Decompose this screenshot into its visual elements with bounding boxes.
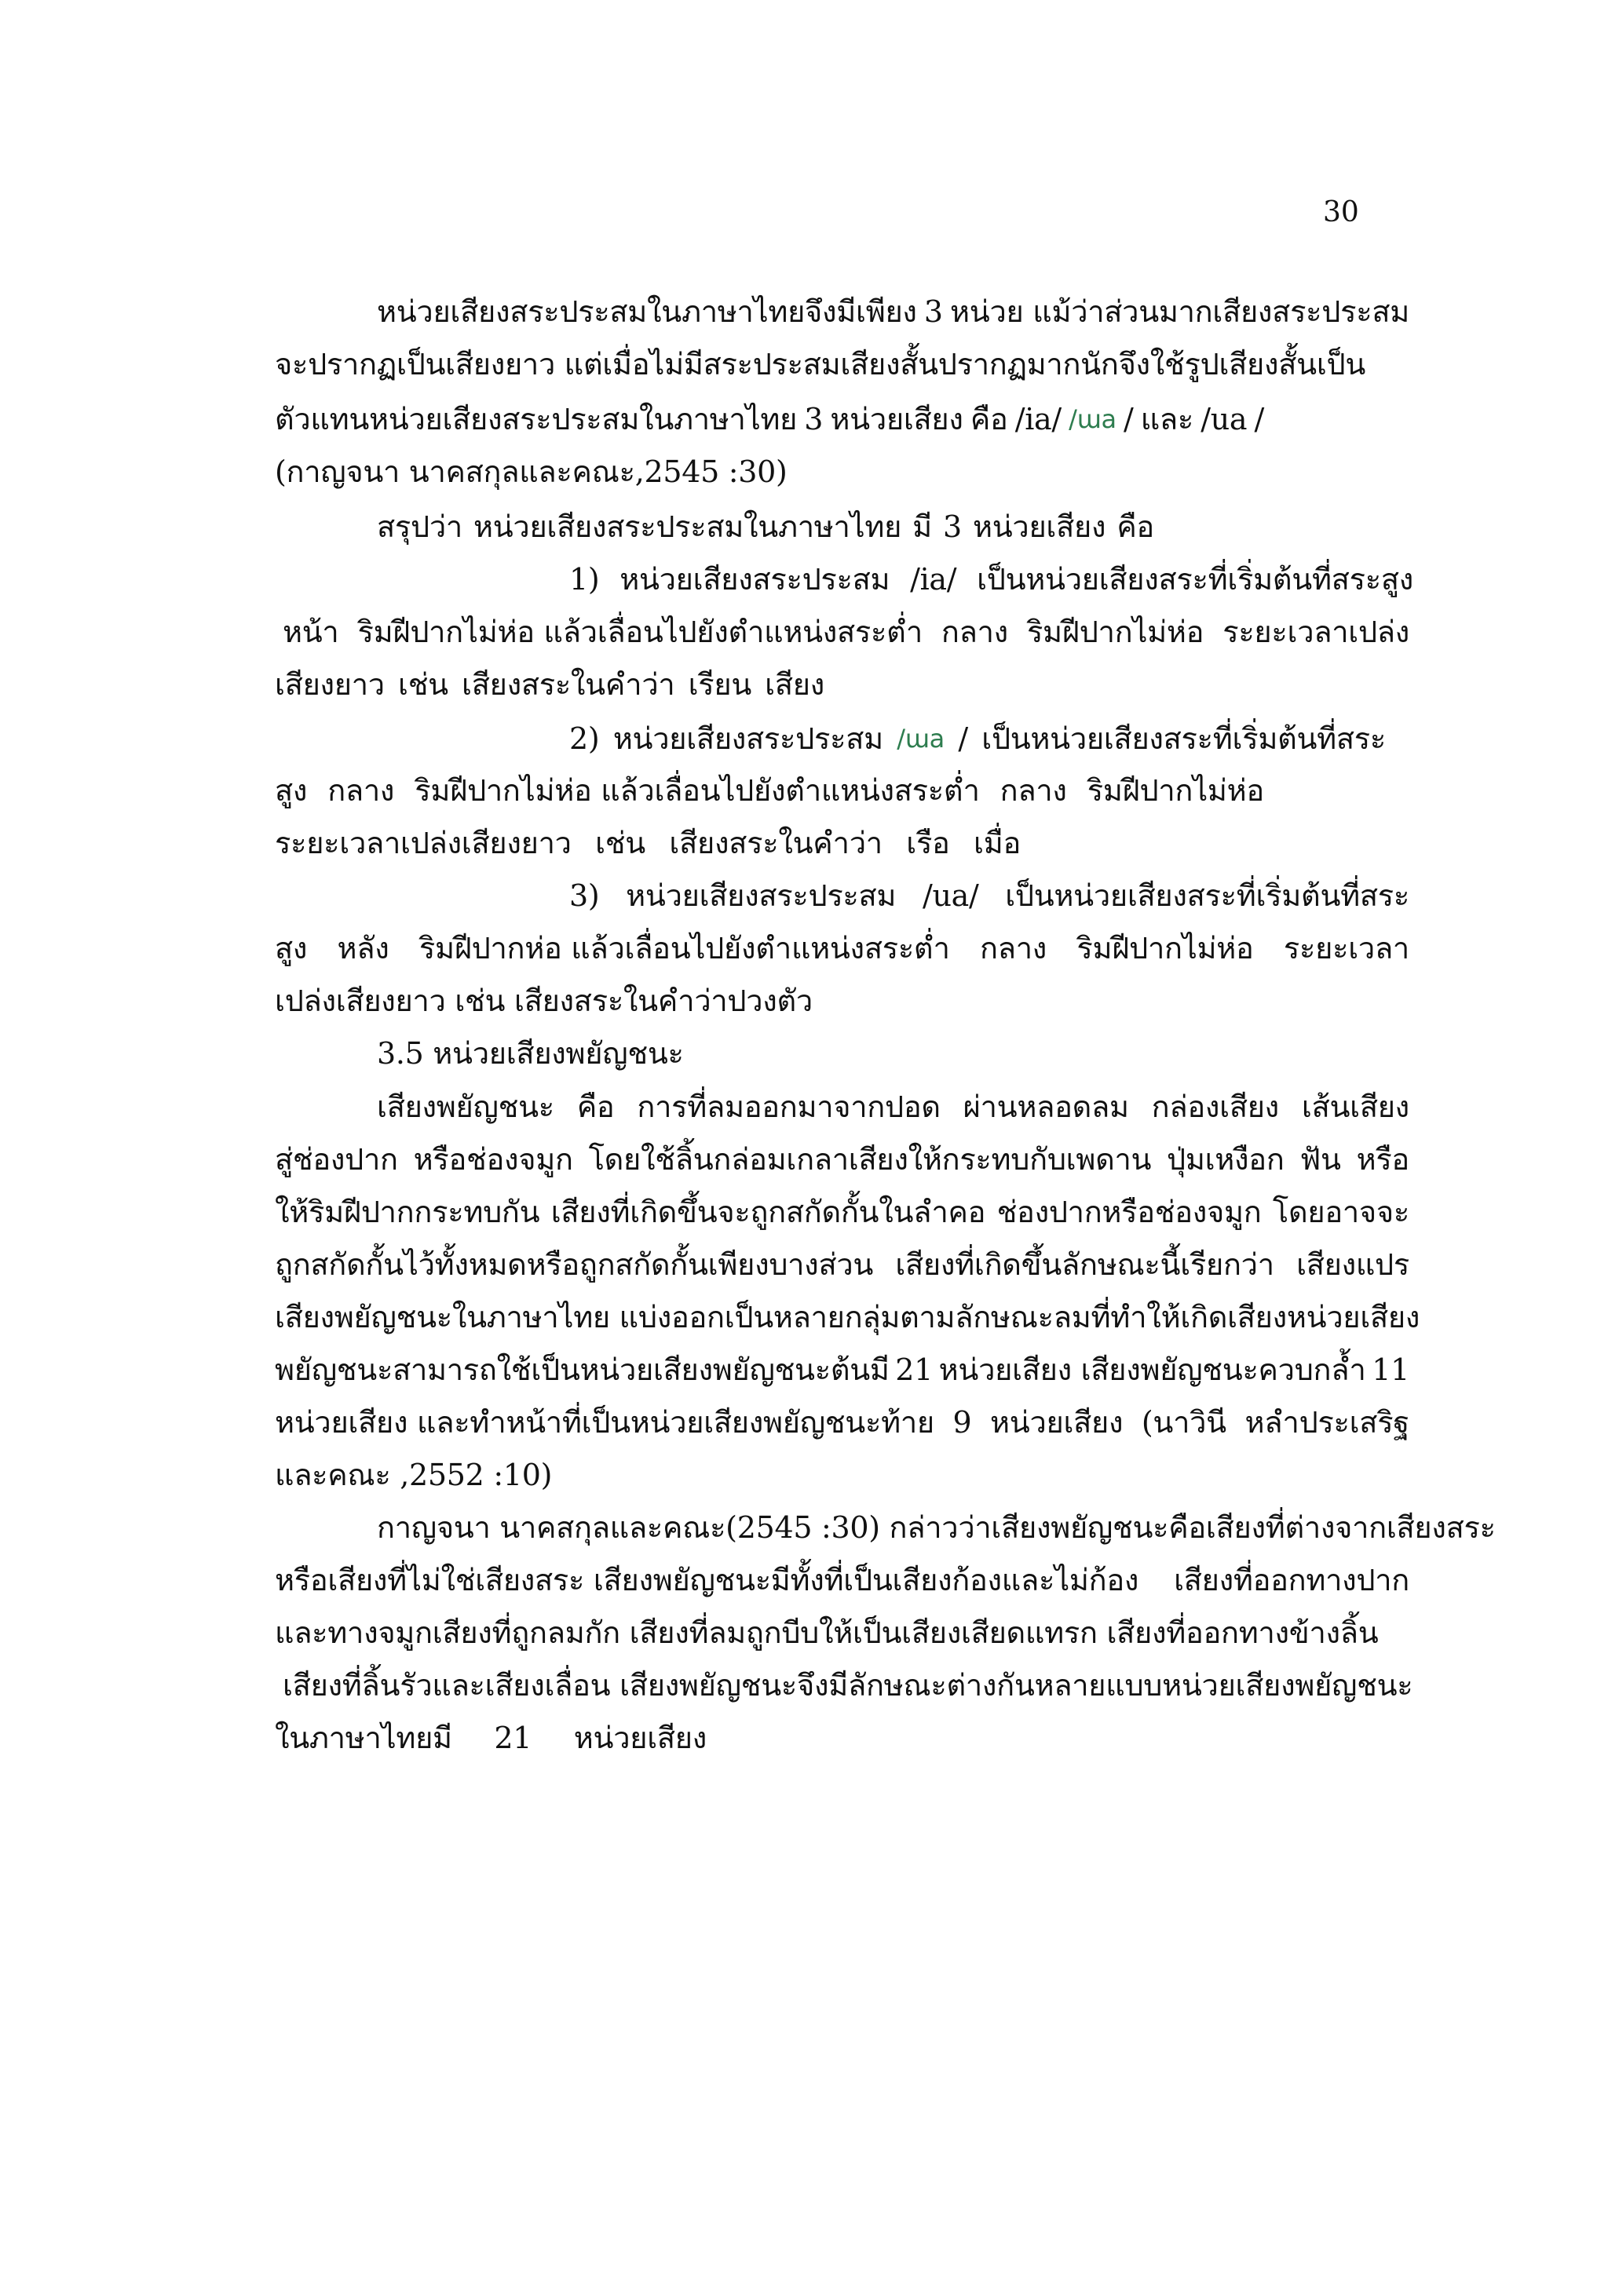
text-segment: เสียงพยัญชนะ [377, 1090, 554, 1124]
text-line [275, 768, 1264, 813]
text-line [275, 396, 1264, 442]
text-segment: เสียงแปร [1296, 1247, 1409, 1282]
text-segment: หลำประเสริฐ [1244, 1405, 1409, 1440]
text-segment: พยัญชนะสามารถใช้เป็นหน่วยเสียงพยัญชนะต้นมี [275, 1352, 890, 1387]
text-segment: /ua [1201, 402, 1248, 436]
text-line [275, 1557, 1409, 1603]
text-segment: กลาง [941, 615, 1008, 649]
text-segment: หรือ [1356, 1142, 1409, 1177]
text-segment: กลาง [327, 773, 395, 808]
text-segment: เสียงที่เกิดขึ้นจะถูกสกัดกั้นในลำคอ [550, 1195, 986, 1229]
text-segment: ริมฝีปากไม่ห่อ แล้วเลื่อนไปยังตำแหน่งสระต่ำ [415, 773, 980, 808]
text-segment: เช่น [595, 826, 645, 860]
text-segment: หน่วยเสียงสระประสม [626, 878, 897, 913]
text-segment: คือ [576, 1090, 615, 1124]
text-segment: กาญจนา นาคสกุลและคณะ(2545 :30) กล่าวว่าเสียงพยัญชนะคือเสียงที่ต่างจากเสียงสระ [377, 1510, 1496, 1545]
text-segment: เช่น [398, 667, 448, 702]
text-segment: ปวง [727, 984, 777, 1018]
text-segment: 3 [923, 294, 943, 329]
text-segment: หน่วยเสียง [830, 402, 963, 436]
text-segment: /ua/ [922, 878, 979, 913]
text-segment: ริมฝีปากไม่ห่อ [1087, 773, 1264, 808]
page-number: 30 [1323, 196, 1359, 228]
text-segment: หน่วยเสียงพยัญชนะ [1162, 1668, 1413, 1703]
text-segment: ระยะเวลาเปล่งเสียงยาว [275, 826, 572, 860]
text-segment: 21 [895, 1352, 934, 1387]
text-segment: ระยะเวลา [1283, 931, 1409, 965]
text-segment: เรียน [688, 667, 752, 702]
text-line [283, 609, 1409, 655]
text-segment: และคณะ ,2552 :10) [275, 1458, 553, 1492]
text-segment: หรือเสียงที่ไม่ใช่เสียงสระ เสียงพยัญชนะมีทั้งที่เป็นเสียงก้องและไม่ก้อง [275, 1563, 1139, 1597]
text-segment: ระยะเวลาเปล่ง [1222, 615, 1409, 649]
text-segment: 3) [569, 878, 600, 913]
text-segment: หน้า [283, 615, 339, 649]
text-segment: เป็นหน่วยเสียงสระที่เริ่มต้นที่สระสูง [977, 562, 1413, 597]
text-segment: โดยใช้ลิ้นกล่อมเกลาเสียงให้กระทบกับเพดาน [588, 1142, 1152, 1177]
text-line [275, 1610, 1379, 1655]
text-segment: / [1123, 402, 1134, 436]
text-line [275, 1452, 667, 1498]
text-segment: หลัง [337, 931, 389, 965]
text-line [569, 557, 1413, 602]
text-segment: มี [912, 509, 932, 544]
text-segment: และเสียงเลื่อน เสียงพยัญชนะจึงมีลักษณะต่างกันหลายแบบ [432, 1668, 1163, 1703]
text-segment: ตัวแทนหน่วยเสียงสระประสมในภาษาไทย [275, 402, 798, 436]
text-segment: เรือ [906, 826, 950, 860]
text-line [275, 341, 1366, 387]
text-line [377, 1505, 1496, 1550]
text-segment: เสียงสระในคำว่า [462, 667, 675, 702]
text-segment: สู่ช่องปาก [275, 1142, 398, 1177]
text-segment: ฟัน [1299, 1142, 1341, 1177]
text-segment: เสียงที่เกิดขึ้นลักษณะนี้เรียกว่า [895, 1247, 1274, 1282]
text-segment: หน่วยเสียง [972, 509, 1106, 544]
text-segment: สรุปว่า [377, 509, 462, 544]
text-line [275, 662, 824, 707]
text-segment: ถูกสกัดกั้นไว้ทั้งหมดหรือถูกสกัดกั้นเพียงบางส่วน [275, 1247, 874, 1282]
text-line [275, 1294, 1420, 1340]
text-segment: ผ่านหลอดลม [963, 1090, 1129, 1124]
text-segment: ริมฝีปากไม่ห่อ [1076, 931, 1254, 965]
text-segment: หน่วยเสียง [573, 1721, 707, 1755]
text-segment: การที่ลมออกมาจากปอด [637, 1090, 941, 1124]
text-segment: จะปรากฏเป็นเสียงยาว แต่เมื่อไม่มีสระประสมเสียงสั้นปรากฏมากนัก [275, 347, 1119, 381]
text-segment: กลาง [1000, 773, 1067, 808]
text-segment: และทางจมูกเสียงที่ถูกลมกัก เสียงที่ลมถูกบีบให้เป็นเสียงเสียดแทรก เสียงที่ออกทางข้างลิ้น [275, 1615, 1379, 1650]
text-segment: หน่วยเสียง และทำหน้าที่เป็นหน่วยเสียงพยัญชนะท้าย [275, 1405, 934, 1440]
text-segment: เสียงยาว [275, 667, 385, 702]
text-segment: เสียงที่ลิ้นรัว [283, 1668, 433, 1703]
text-segment: เป็นหน่วยเสียงสระที่เริ่มต้นที่สระ [1005, 878, 1409, 913]
text-segment: 3 [804, 402, 824, 436]
text-segment: เสียงที่ออกทางปาก [1174, 1563, 1409, 1597]
text-segment: 2) [569, 721, 600, 756]
text-segment: เปล่งเสียงยาว เช่น เสียงสระในคำว่า [275, 984, 728, 1018]
text-line [275, 1137, 1409, 1182]
text-segment: กลาง [980, 931, 1047, 965]
text-segment: 3 [943, 509, 962, 544]
text-segment: หน่วยเสียง [1286, 1300, 1420, 1334]
text-line [569, 716, 1386, 761]
text-segment: 21 [494, 1721, 532, 1755]
text-segment: จึงใช้รูปเสียงสั้นเป็น [1118, 347, 1366, 381]
text-segment: ในภาษาไทยมี [275, 1721, 452, 1755]
text-line [275, 978, 813, 1024]
text-line [569, 873, 1409, 918]
text-segment: 9 [952, 1405, 972, 1440]
text-segment: สูง [275, 773, 308, 808]
text-line [377, 504, 1154, 549]
text-segment: และ [1140, 402, 1193, 436]
text-segment: ริมฝีปากไม่ห่อ [1026, 615, 1204, 649]
text-segment: หน่วยเสียง เสียงพยัญชนะควบกล้ำ [938, 1352, 1366, 1387]
text-segment: ตัว [777, 984, 813, 1018]
text-line [283, 1663, 1413, 1708]
text-segment: สูง [275, 931, 308, 965]
text-segment: หน่วยเสียง [990, 1405, 1124, 1440]
text-line [377, 289, 1409, 334]
text-segment: 1) [569, 562, 600, 597]
text-segment: / [958, 721, 968, 756]
text-segment: คือ [970, 402, 1008, 436]
text-segment: เสียงสระในคำว่า [669, 826, 883, 860]
text-segment: เมื่อ [974, 826, 1021, 860]
text-segment: หน่วยเสียงสระประสม [612, 721, 883, 756]
text-segment: หน่วย แม้ว่าส่วนมากเสียงสระประสม [950, 294, 1409, 329]
text-segment: เสียงพยัญชนะในภาษาไทย แบ่งออกเป็นหลายกลุ่มตามลักษณะลมที่ทำให้เกิดเสียง [275, 1300, 1287, 1334]
text-segment: ปุ่มเหงือก [1167, 1142, 1285, 1177]
text-segment: คือ [1116, 509, 1154, 544]
text-segment: เสียง [765, 667, 824, 702]
text-segment: /ɯa [897, 724, 945, 754]
text-segment: เป็นหน่วยเสียงสระที่เริ่มต้นที่สระ [981, 721, 1386, 756]
text-line [275, 1715, 707, 1761]
text-segment: หน่วยเสียงสระประสมในภาษาไทยจึงมีเพียง [377, 294, 917, 329]
text-line [275, 1347, 1409, 1393]
text-segment: (กาญจนา นาคสกุลและคณะ,2545 :30) [275, 454, 788, 489]
text-segment: เส้นเสียง [1301, 1090, 1409, 1124]
text-line [275, 1242, 1409, 1287]
text-line [377, 1031, 769, 1076]
text-segment: ให้ริมฝีปากกระทบกัน [275, 1195, 540, 1229]
text-segment: ช่องปากหรือช่องจมูก [996, 1195, 1262, 1229]
text-line [275, 925, 1409, 971]
text-segment: (นาวินี [1141, 1405, 1226, 1440]
text-segment: 11 [1372, 1352, 1409, 1387]
text-segment: /ia/ [1014, 402, 1062, 436]
text-segment: กล่องเสียง [1151, 1090, 1279, 1124]
text-line [275, 1400, 1409, 1445]
text-segment: /ɯa [1069, 404, 1116, 434]
text-segment: หรือช่องจมูก [413, 1142, 573, 1177]
text-segment: หน่วยเสียงสระประสมในภาษาไทย [473, 509, 902, 544]
text-segment: ริมฝีปากห่อ แล้วเลื่อนไปยังตำแหน่งสระต่ำ [418, 931, 950, 965]
text-line [275, 1189, 1409, 1235]
text-segment: โดยอาจจะ [1272, 1195, 1409, 1229]
text-segment: ริมฝีปากไม่ห่อ แล้วเลื่อนไปยังตำแหน่งสระต่ำ [357, 615, 923, 649]
text-line [377, 1084, 1409, 1130]
text-line [275, 820, 1021, 866]
text-segment: 3.5 หน่วยเสียงพยัญชนะ [377, 1036, 684, 1071]
text-segment: /ia/ [910, 562, 957, 597]
text-segment: / [1254, 402, 1264, 436]
text-segment: หน่วยเสียงสระประสม [619, 562, 890, 597]
text-line [275, 449, 788, 495]
